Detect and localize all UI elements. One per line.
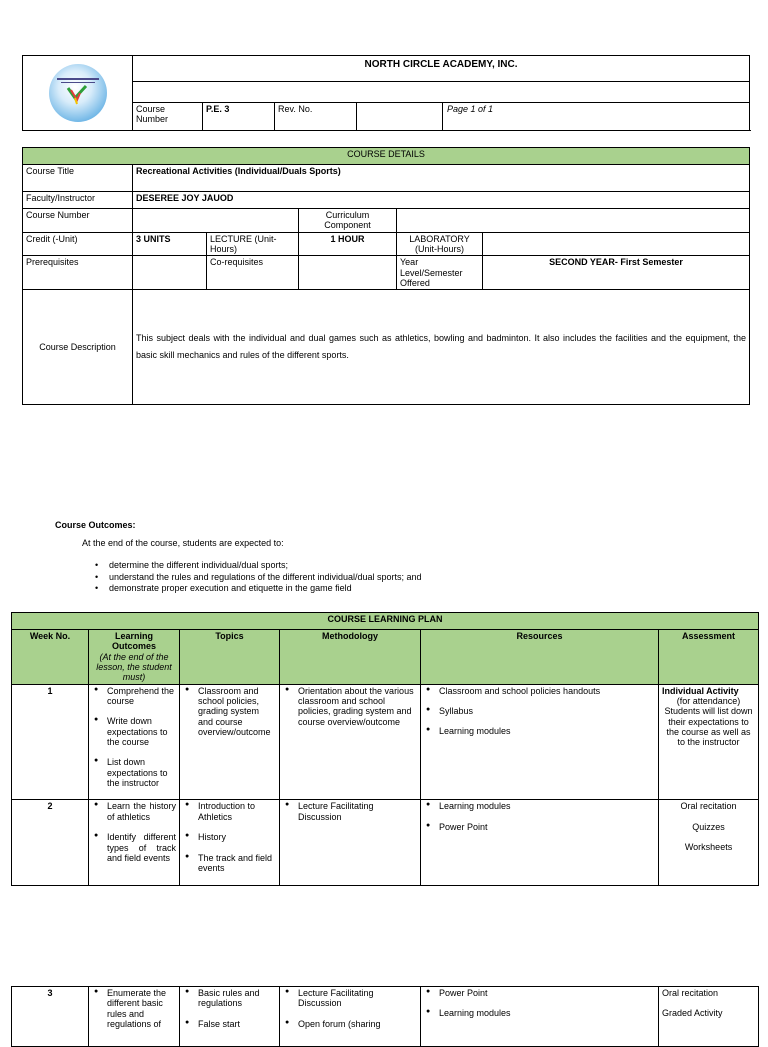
week-number: 1 bbox=[12, 684, 89, 800]
course-description: This subject deals with the individual and dual games such as athletics, bowling and badminton. It also includes the facilities and the equipment, the basic skill mechanics and rules of the different sports. bbox=[136, 333, 747, 361]
assessment-body: (for attendance) Students will list down their expectations to the course as well as to the instructor bbox=[664, 696, 753, 748]
list-item: ● Classroom and school policies, grading system and course overview/outcome bbox=[183, 686, 276, 738]
prereq-value bbox=[133, 256, 207, 290]
col-methodology: Methodology bbox=[280, 630, 421, 685]
list-item: ● Lecture Facilitating Discussion bbox=[283, 801, 417, 822]
col-week: Week No. bbox=[12, 630, 89, 685]
school-name: NORTH CIRCLE ACADEMY, INC. bbox=[133, 56, 750, 82]
list-item: ● Learning modules bbox=[424, 726, 655, 736]
course-number-value-2 bbox=[133, 209, 299, 233]
list-item: ● Orientation about the various classroom and school policies, grading system and course overview/outcome bbox=[283, 686, 417, 727]
header-table bbox=[22, 55, 750, 131]
outcomes-cell bbox=[89, 800, 180, 886]
col-topics: Topics bbox=[180, 630, 280, 685]
list-item: ● Enumerate the different basic rules and regulations of bbox=[92, 988, 176, 1029]
list-item: Oral recitation bbox=[680, 801, 737, 812]
assessment-cell bbox=[659, 987, 759, 1047]
outcomes-title: Course Outcomes: bbox=[55, 520, 136, 530]
list-item: Worksheets bbox=[684, 842, 733, 853]
list-item: ● Power Point bbox=[424, 822, 655, 832]
list-item: ● Learning modules bbox=[424, 801, 655, 811]
list-item: ● Identify different types of track and field events bbox=[92, 832, 176, 863]
list-item: ● Classroom and school policies handouts bbox=[424, 686, 655, 696]
description-label: Course Description bbox=[23, 290, 133, 405]
year-label: Year Level/Semester Offered bbox=[397, 256, 483, 290]
list-item: ● Introduction to Athletics bbox=[183, 801, 276, 822]
learning-plan-heading: COURSE LEARNING PLAN bbox=[12, 613, 759, 630]
table-row bbox=[12, 684, 759, 800]
coreq-value bbox=[299, 256, 397, 290]
course-number-value: P.E. 3 bbox=[203, 103, 275, 131]
outcomes-list bbox=[95, 560, 422, 595]
description-cell bbox=[133, 290, 750, 405]
outcomes-intro: At the end of the course, students are expected to: bbox=[82, 538, 284, 548]
list-item: ● List down expectations to the instructor bbox=[92, 757, 176, 788]
school-logo-icon bbox=[49, 64, 107, 122]
col-outcomes-sub: (At the end of the lesson, the student must) bbox=[96, 651, 172, 683]
list-item: ● Open forum (sharing bbox=[283, 1019, 417, 1029]
list-item: ● Power Point bbox=[424, 988, 655, 998]
methodology-cell bbox=[280, 800, 421, 886]
assessment-title: Individual Activity bbox=[662, 685, 739, 696]
list-item: Graded Activity bbox=[662, 1008, 723, 1019]
course-details-heading: COURSE DETAILS bbox=[23, 148, 750, 165]
list-item: ● Basic rules and regulations bbox=[183, 988, 276, 1009]
lab-label: LABORATORY (Unit-Hours) bbox=[397, 232, 483, 256]
course-title-label: Course Title bbox=[23, 165, 133, 192]
list-item: ● Learning modules bbox=[424, 1008, 655, 1018]
topics-cell bbox=[180, 987, 280, 1047]
lab-value bbox=[483, 232, 750, 256]
outcomes-cell bbox=[89, 987, 180, 1047]
course-title-value: Recreational Activities (Individual/Duals Sports) bbox=[133, 165, 750, 192]
table-row bbox=[12, 987, 759, 1047]
topics-cell bbox=[180, 684, 280, 800]
week-number: 3 bbox=[12, 987, 89, 1047]
methodology-cell bbox=[280, 987, 421, 1047]
course-details-table bbox=[22, 147, 750, 405]
list-item: ● The track and field events bbox=[183, 853, 276, 874]
outcome-item: • determine the different individual/dual sports; bbox=[95, 560, 422, 572]
outcome-item: • understand the rules and regulations of the different individual/dual sports; and bbox=[95, 572, 422, 584]
curriculum-value bbox=[397, 209, 750, 233]
list-item: Quizzes bbox=[692, 821, 725, 832]
col-outcomes-label: Learning Outcomes bbox=[111, 631, 156, 652]
lecture-value: 1 HOUR bbox=[299, 232, 397, 256]
outcome-item: • demonstrate proper execution and etiquette in the game field bbox=[95, 583, 422, 595]
list-item: Oral recitation bbox=[662, 988, 719, 998]
list-item: ● Syllabus bbox=[424, 706, 655, 716]
faculty-label: Faculty/Instructor bbox=[23, 192, 133, 209]
col-outcomes bbox=[89, 630, 180, 685]
course-number-label: Course Number bbox=[133, 103, 203, 131]
outcomes-cell bbox=[89, 684, 180, 800]
rev-value bbox=[357, 103, 443, 131]
resources-cell bbox=[421, 987, 659, 1047]
assessment-cell bbox=[659, 684, 759, 800]
year-value: SECOND YEAR- First Semester bbox=[483, 256, 750, 290]
credit-value: 3 UNITS bbox=[133, 232, 207, 256]
resources-cell bbox=[421, 800, 659, 886]
col-resources: Resources bbox=[421, 630, 659, 685]
col-assessment: Assessment bbox=[659, 630, 759, 685]
topics-cell bbox=[180, 800, 280, 886]
learning-plan-table-continued bbox=[11, 986, 759, 1047]
header-blank-row bbox=[133, 82, 750, 103]
table-row bbox=[12, 800, 759, 886]
list-item: ● Learn the history of athletics bbox=[92, 801, 176, 822]
coreq-label: Co-requisites bbox=[207, 256, 299, 290]
list-item: ● History bbox=[183, 832, 276, 842]
list-item: ● False start bbox=[183, 1019, 276, 1029]
assessment-cell bbox=[659, 800, 759, 886]
course-number-label-2: Course Number bbox=[23, 209, 133, 233]
list-item: ● Lecture Facilitating Discussion bbox=[283, 988, 417, 1009]
learning-plan-table bbox=[11, 612, 759, 886]
methodology-cell bbox=[280, 684, 421, 800]
logo-cell bbox=[23, 56, 133, 131]
prereq-label: Prerequisites bbox=[23, 256, 133, 290]
list-item: ● Write down expectations to the course bbox=[92, 716, 176, 747]
lecture-label: LECTURE (Unit-Hours) bbox=[207, 232, 299, 256]
page-number: Page 1 of 1 bbox=[443, 103, 750, 131]
rev-label: Rev. No. bbox=[275, 103, 357, 131]
list-item: ● Comprehend the course bbox=[92, 686, 176, 707]
credit-label: Credit (-Unit) bbox=[23, 232, 133, 256]
faculty-value: DESEREE JOY JAUOD bbox=[133, 192, 750, 209]
week-number: 2 bbox=[12, 800, 89, 886]
curriculum-label: Curriculum Component bbox=[299, 209, 397, 233]
resources-cell bbox=[421, 684, 659, 800]
